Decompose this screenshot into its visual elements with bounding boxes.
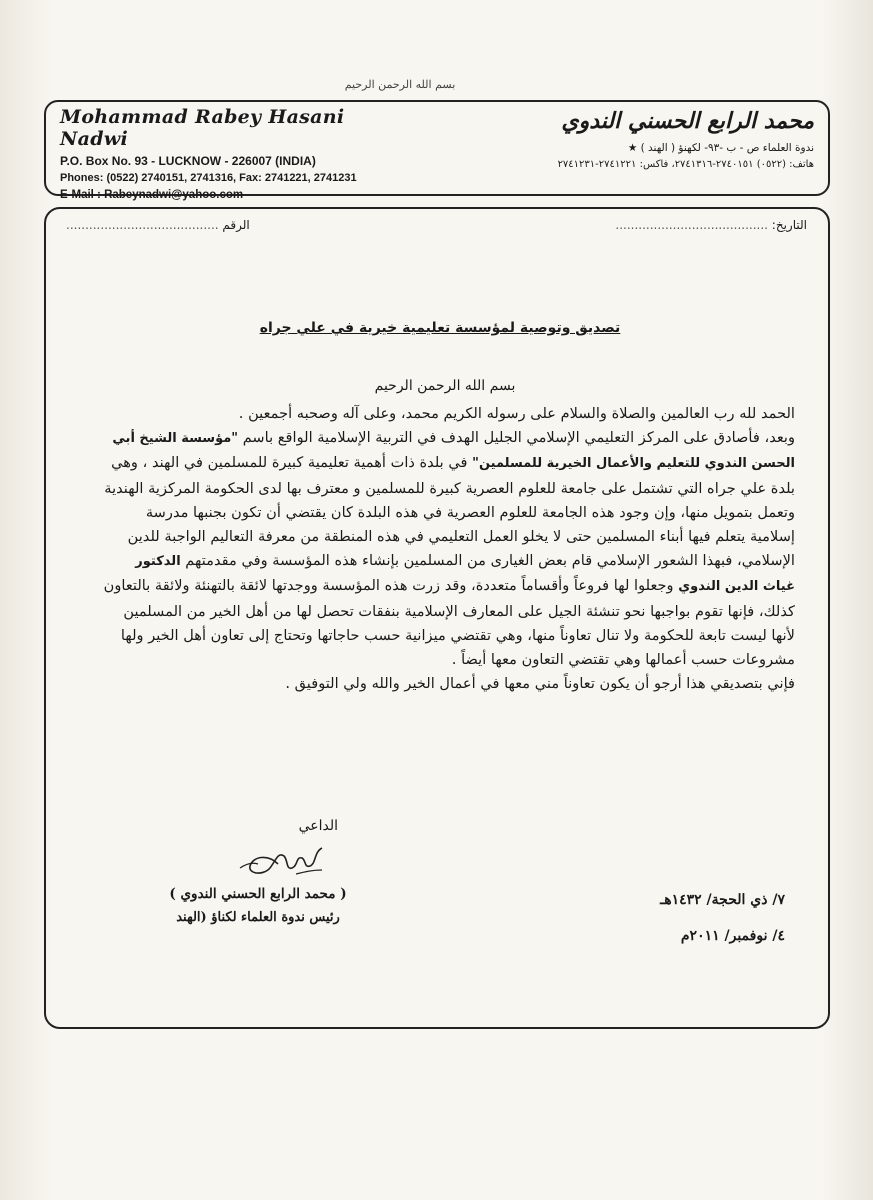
signature-block (128, 818, 388, 925)
letter-body (100, 402, 795, 696)
handwritten-signature (128, 834, 388, 884)
letterhead-box (44, 100, 830, 201)
sender-name-ar: محمد الرابع الحسني الندوي (561, 108, 814, 134)
reference-label: الرقم (222, 218, 250, 232)
calligraphy-bismillah: بسم الله الرحمن الرحيم (344, 78, 456, 91)
date-dots: ........................................ (615, 218, 768, 232)
hijri-date: ٧/ ذي الحجة/ ١٤٣٢هـ (660, 892, 785, 908)
body-paragraph-2 (100, 426, 795, 672)
phones-en: Phones: (0522) 2740151, 2741316, Fax: 2741221, 2741231 (60, 172, 357, 184)
letterhead-arabic (454, 108, 814, 170)
body-paragraph-1: الحمد لله رب العالمين والصلاة والسلام على رسوله الكريم محمد، وعلى آله وصحبه أجمعين . (238, 405, 795, 422)
letterhead-english (60, 106, 390, 201)
signature-label: الداعي (298, 818, 338, 834)
body-paragraph-2-a: وبعد، فأصادق على المركز التعليمي الإسلامي الجليل الهدف في التربية الإسلامية الواقع باسم (242, 429, 795, 447)
gregorian-date: ٤/ نوفمبر/ ٢٠١١م (680, 928, 785, 944)
body-paragraph-2-b: في بلدة ذات أهمية تعليمية كبيرة للمسلمين في الهند ، وهي بلدة علي جراه التي تشتمل على جامعة للعلوم العصرية كبيرة للمسلمين و معترف بها لدى الحكومة المركزية الهندية وتعمل بتمويل منها، وإن وجود هذه الجامعة للعلوم العصرية في هذه البلدة كان يقتضي أن تكون بجنبها مدرسة إسلامية يتعلم فيها أبناء المسلمين حتى لا يخلو العمل التعليمي في هذه المنطقة من معرفة التعاليم الواجبة للدين الإسلامي، فبهذا الشعور الإسلامي قام بعض الغيارى من المسلمين بإنشاء هذه المؤسسة وفي مقدمتهم (104, 454, 795, 570)
issue-dates (580, 882, 785, 954)
body-paragraph-2-c: وجعلوا لها فروعاً وأقساماً متعددة، وقد زرت هذه المؤسسة ووجدتها لائقة بالتهنئة ولائقة بالتعاون كذلك، فإنها تقوم بواجبها نحو تنشئة الجيل على المعارف الإسلامية بنفقات تحصل لها من أهل الخير من المسلمين لأنها ليست تابعة للحكومة ولا تنال تعاوناً منها، وهي تقتضي ميزانية حسب حاجاتها وتحتاج إلى تعاون أهل الخير ولها مشروعات حسب أعمالها وهي تقتضي التعاون معها أيضاً . (103, 577, 795, 669)
body-paragraph-3: فإني بتصديقي هذا أرجو أن يكون تعاوناً مني معها في أعمال الخير والله ولي التوفيق . (285, 675, 795, 693)
institution-name: "مؤسسة الشيخ أبي الحسن الندوي للتعليم والأعمال الخيرية للمسلمين" (112, 431, 795, 472)
date-field: التاريخ: ........................................ (615, 218, 807, 232)
address-en: P.O. Box No. 93 - LUCKNOW - 226007 (INDIA) (60, 154, 316, 168)
sender-name-en: Mohammad Rabey Hasani Nadwi (60, 106, 345, 150)
address-ar: ندوة العلماء ص - ب -٩٣- لكهنؤ ( الهند ) ★ (627, 142, 814, 154)
letter-subject: تصديق وتوصية لمؤسسة تعليمية خيرية في علي جراه (259, 320, 621, 336)
founder-name: الدكتور غياث الدين الندوي (135, 554, 795, 595)
basmala: بسم الله الرحمن الرحيم (374, 378, 516, 394)
date-label: التاريخ (775, 218, 807, 232)
email-en: E-Mail : Rabeynadwi@yahoo.com (60, 189, 244, 201)
reference-dots: ........................................ (66, 218, 219, 232)
phones-ar: هاتف: (٠٥٢٢) ٢٧٤٠١٥١-٢٧٤١٣١٦، فاكس: ٢٧٤١٢٢١-٢٧٤١٢٣١ (557, 159, 814, 170)
signatory-name: ( محمد الرابع الحسني الندوي ) (169, 886, 347, 902)
signatory-title: رئيس ندوة العلماء لكناؤ (الهند (176, 910, 340, 925)
reference-field (66, 218, 250, 232)
